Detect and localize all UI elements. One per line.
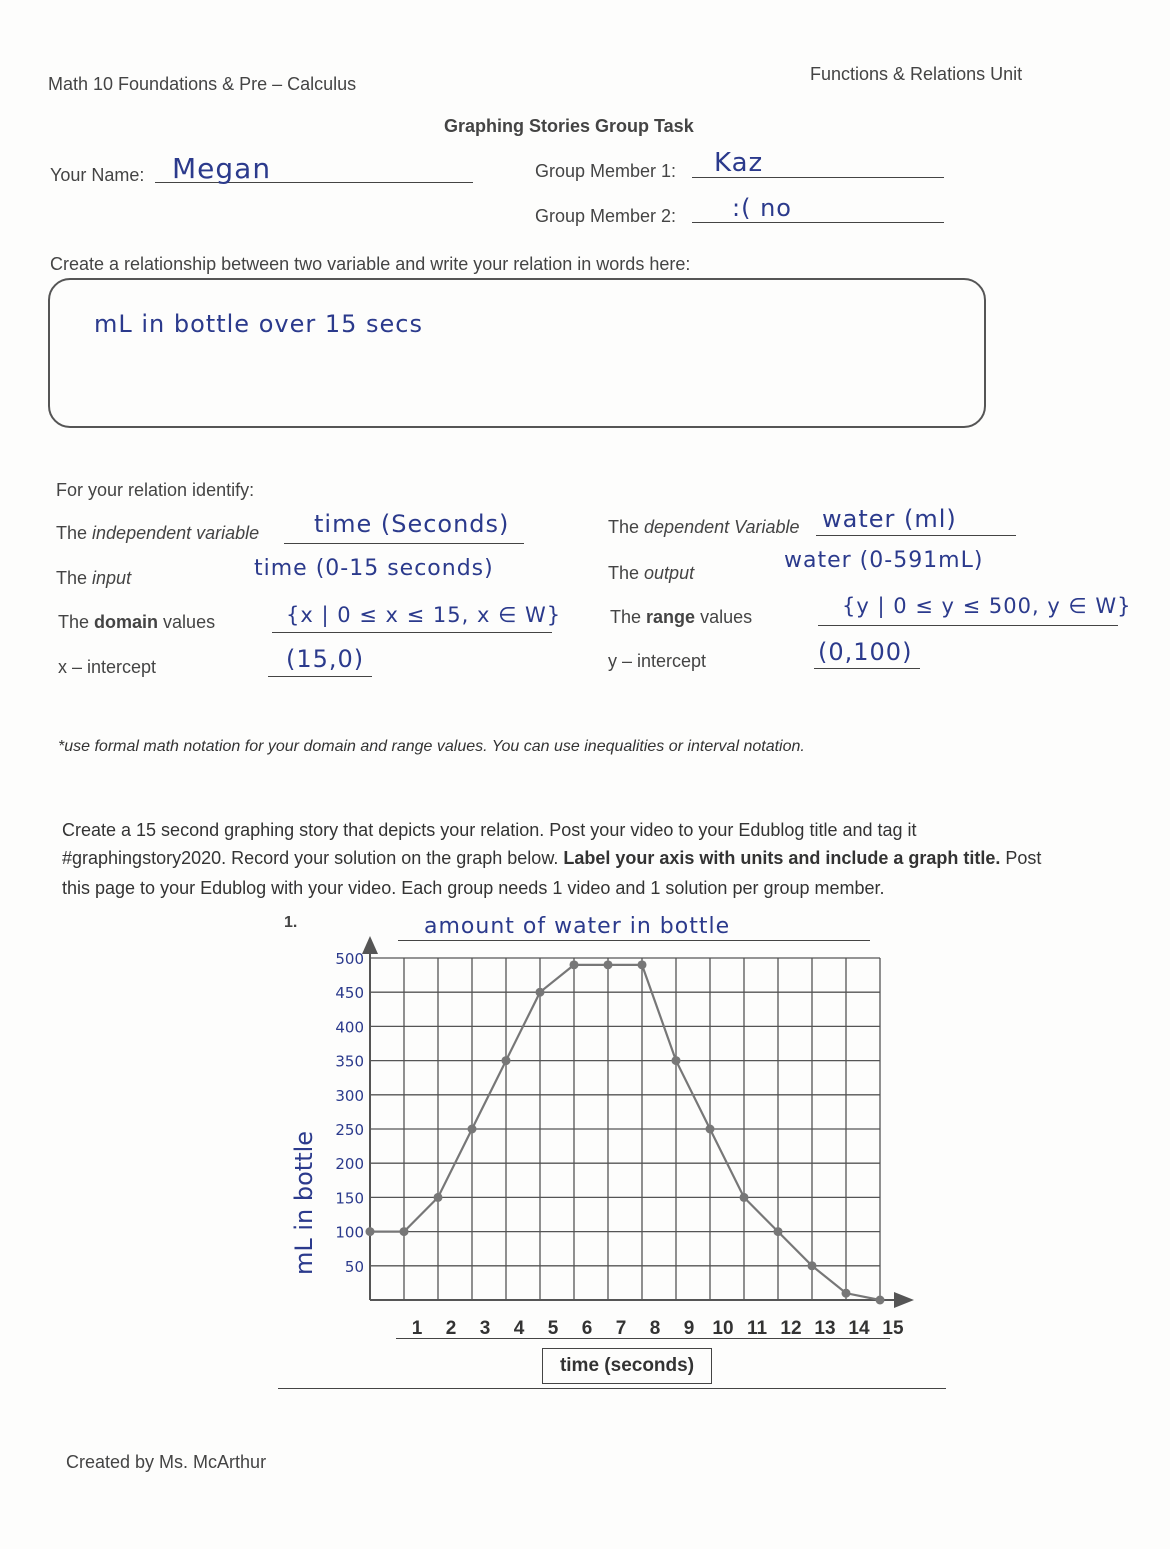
x-axis-underline: [396, 1338, 890, 1339]
dependent-value[interactable]: water (ml): [822, 505, 957, 533]
domain-value[interactable]: {x | 0 ≤ x ≤ 15, x ∈ W}: [286, 603, 562, 627]
question-number: 1.: [284, 914, 298, 931]
task-title: Graphing Stories Group Task: [444, 116, 694, 136]
x-tick-label: 12: [780, 1318, 802, 1339]
x-axis-arrow: [894, 1292, 914, 1308]
x-tick-labels: [412, 1318, 904, 1339]
data-point: [672, 1056, 681, 1065]
x-intercept-label: x – intercept: [58, 657, 157, 677]
your-name-value[interactable]: Megan: [172, 152, 272, 185]
input-label-emph: input: [92, 568, 132, 588]
x-tick-label: 6: [581, 1318, 593, 1339]
data-point: [774, 1227, 783, 1236]
series-line: [370, 965, 880, 1300]
y-tick-labels: [335, 950, 364, 1276]
x-tick-label: 7: [615, 1318, 627, 1339]
member2-value[interactable]: :( no: [732, 194, 792, 222]
range-label-emph: range: [646, 607, 696, 627]
x-tick-label: 14: [848, 1318, 870, 1339]
y-tick-label: 50: [344, 1257, 364, 1276]
y-tick-label: 150: [335, 1189, 364, 1208]
data-point: [842, 1289, 851, 1298]
relation-prompt: Create a relationship between two variable and write your relation in words here:: [50, 254, 691, 274]
x-tick-label: 10: [712, 1318, 734, 1339]
y-tick-label: 350: [335, 1052, 364, 1071]
data-point: [502, 1056, 511, 1065]
course-title: Math 10 Foundations & Pre – Calculus: [48, 74, 357, 94]
instructions-line1: Create a 15 second graphing story that depicts your relation. Post your video to your Edublog title and tag it: [62, 820, 917, 840]
x-tick-label: 1: [411, 1318, 423, 1339]
y-intercept-value[interactable]: (0,100): [818, 638, 913, 666]
data-point: [468, 1125, 477, 1134]
range-label-prefix: The: [610, 607, 647, 627]
member2-label: Group Member 2:: [535, 206, 677, 226]
series-points: [366, 960, 885, 1304]
notation-note: *use formal math notation for your domain and range values. You can use inequalities or interval notation.: [58, 738, 805, 755]
x-tick-label: 8: [649, 1318, 661, 1339]
domain-label-prefix: The: [58, 612, 95, 632]
y-axis-label: mL in bottle: [290, 1130, 318, 1275]
output-label-prefix: The: [608, 563, 645, 583]
x-tick-label: 11: [746, 1318, 768, 1339]
input-value[interactable]: time (0-15 seconds): [254, 556, 494, 581]
member1-label: Group Member 1:: [535, 161, 677, 181]
y-tick-label: 500: [335, 950, 364, 968]
data-point: [706, 1125, 715, 1134]
output-value[interactable]: water (0-591mL): [784, 548, 984, 573]
y-axis-arrow: [362, 936, 378, 954]
domain-label-suffix: values: [158, 612, 216, 632]
y-tick-label: 200: [335, 1155, 364, 1174]
output-label-emph: output: [644, 563, 695, 583]
data-point: [536, 988, 545, 997]
y-tick-label: 100: [335, 1223, 364, 1242]
created-by: Created by Ms. McArthur: [66, 1452, 267, 1472]
x-tick-label: 3: [479, 1318, 491, 1339]
instructions-line3: this page to your Edublog with your video. Each group needs 1 video and 1 solution per group member.: [62, 878, 885, 898]
data-point: [570, 960, 579, 969]
instructions-line2-bold: Label your axis with units and include a graph title.: [563, 848, 1001, 868]
x-tick-label: 13: [814, 1318, 836, 1339]
data-point: [808, 1261, 817, 1270]
x-tick-label: 15: [882, 1318, 904, 1339]
data-point: [434, 1193, 443, 1202]
data-point: [604, 960, 613, 969]
your-name-label: Your Name:: [50, 165, 145, 185]
y-tick-label: 450: [335, 984, 364, 1003]
dependent-label-emph: dependent Variable: [644, 517, 800, 537]
data-point: [400, 1227, 409, 1236]
identify-heading: For your relation identify:: [56, 480, 255, 500]
chart-grid: [370, 958, 880, 1300]
independent-label-emph: independent variable: [92, 523, 260, 543]
dependent-label-prefix: The: [608, 517, 645, 537]
range-value[interactable]: {y | 0 ≤ y ≤ 500, y ∈ W}: [842, 594, 1132, 618]
y-tick-label: 400: [335, 1018, 364, 1037]
range-label-suffix: values: [695, 607, 753, 627]
input-label-prefix: The: [56, 568, 93, 588]
x-tick-label: 9: [683, 1318, 695, 1339]
y-intercept-label: y – intercept: [608, 651, 707, 671]
data-point: [876, 1296, 885, 1305]
y-tick-label: 300: [335, 1086, 364, 1105]
data-point: [638, 960, 647, 969]
domain-label-emph: domain: [94, 612, 159, 632]
independent-value[interactable]: time (Seconds): [314, 510, 510, 538]
bottom-rule: [278, 1388, 946, 1389]
relation-answer: mL in bottle over 15 secs: [94, 310, 423, 338]
data-point: [366, 1227, 375, 1236]
y-tick-label: 250: [335, 1121, 364, 1139]
x-axis-label: time (seconds): [542, 1348, 712, 1384]
x-intercept-value[interactable]: (15,0): [286, 645, 365, 673]
independent-label-prefix: The: [56, 523, 93, 543]
x-tick-label: 4: [513, 1318, 525, 1339]
graph-title[interactable]: amount of water in bottle: [424, 914, 731, 939]
data-point: [740, 1193, 749, 1202]
x-tick-label: 5: [547, 1318, 559, 1339]
x-tick-label: 2: [445, 1318, 457, 1339]
unit-title: Functions & Relations Unit: [810, 64, 1023, 84]
member1-value[interactable]: Kaz: [714, 148, 764, 178]
instructions-line2-end: Post: [1000, 848, 1042, 868]
instructions-line2-plain: #graphingstory2020. Record your solution on the graph below.: [62, 848, 564, 868]
